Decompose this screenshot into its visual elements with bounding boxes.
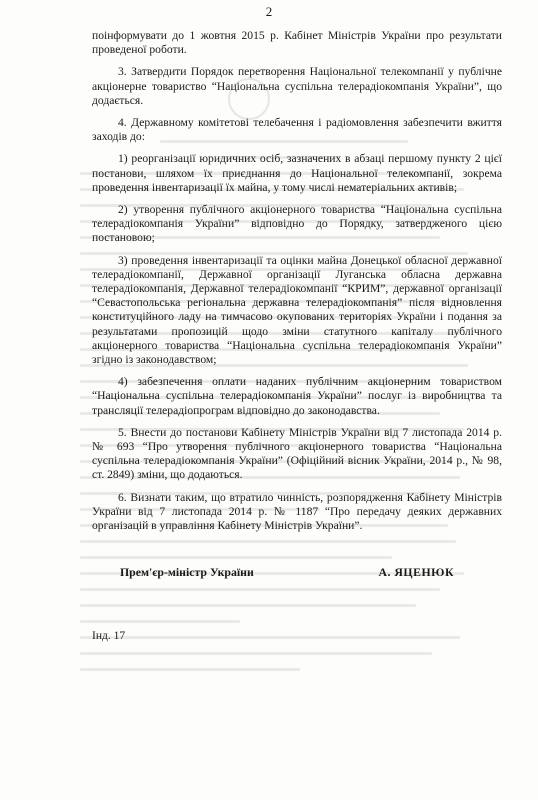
subitem-4-4: 4) забезпечення оплати наданих публічним акціонерним товариством “Національна суспільна телерадіокомпанія України” послуг із виробництва та трансляції телерадіопрограм відповідно до законодавства.: [92, 375, 502, 417]
paragraph-item-3: 3. Затвердити Порядок перетворення Національної телекомпанії у публічне акціонерне товариство “Національна суспільна телерадіокомпанія України”, що додається.: [92, 65, 502, 107]
signature-block: [120, 565, 454, 581]
paragraph-item-4: 4. Державному комітетові телебачення і радіомовлення забезпечити вжиття заходів до:: [92, 116, 502, 144]
paragraph-item-6: 6. Визнати таким, що втратило чинність, розпорядження Кабінету Міністрів України від 7 листопада 2014 р. № 1187 “Про передачу деяких державних організацій в управління Кабінету Міністрів України”.: [92, 490, 502, 533]
paragraph-item-5: 5. Внести до постанови Кабінету Міністрів України від 7 листопада 2014 р. № 693 “Про утворення публічного акціонерного товариства “Національна суспільна телерадіокомпанія України” (Офіційний вісник України, 2014 р., № 98, ст. 2849) зміни, що додаються.: [92, 425, 502, 482]
subitem-4-2: 2) утворення публічного акціонерного товариства “Національна суспільна телерадіокомпанія України” відповідно до Порядку, затвердженого цією постановою;: [92, 203, 502, 245]
page-number: 2: [265, 4, 273, 19]
subitem-4-3: 3) проведення інвентаризації та оцінки майна Донецької обласної державної телерадіокомпанії, Державної організації Луганська обласна державна телерадіокомпанія, Державної телерадіокомпанії “КРИМ”, державної організації “Севастопольська регіональна державна телерадіокомпанія” після відновлення конституційного ладу на тимчасово окупованих територіях України і подання за результатами пропозицій щодо зміни статутного капіталу публічного акціонерного товариства “Національна суспільна телерадіокомпанія України” згідно із законодавством;: [92, 253, 502, 367]
document-index: Інд. 17: [92, 630, 126, 642]
signatory-name: А. ЯЦЕНЮК: [378, 565, 454, 579]
document-body: [92, 29, 502, 541]
paragraph-continuation: поінформувати до 1 жовтня 2015 р. Кабінет Міністрів України про результати проведеної роботи.: [92, 29, 502, 57]
signatory-title: Прем'єр-міністр України: [120, 565, 254, 579]
subitem-4-1: 1) реорганізації юридичних осіб, зазначених в абзаці першому пункту 2 цієї постанови, шляхом їх приєднання до Національної телекомпанії, зокрема проведення інвентаризації їх майна, у тому числі нематеріальних активів;: [92, 152, 502, 194]
